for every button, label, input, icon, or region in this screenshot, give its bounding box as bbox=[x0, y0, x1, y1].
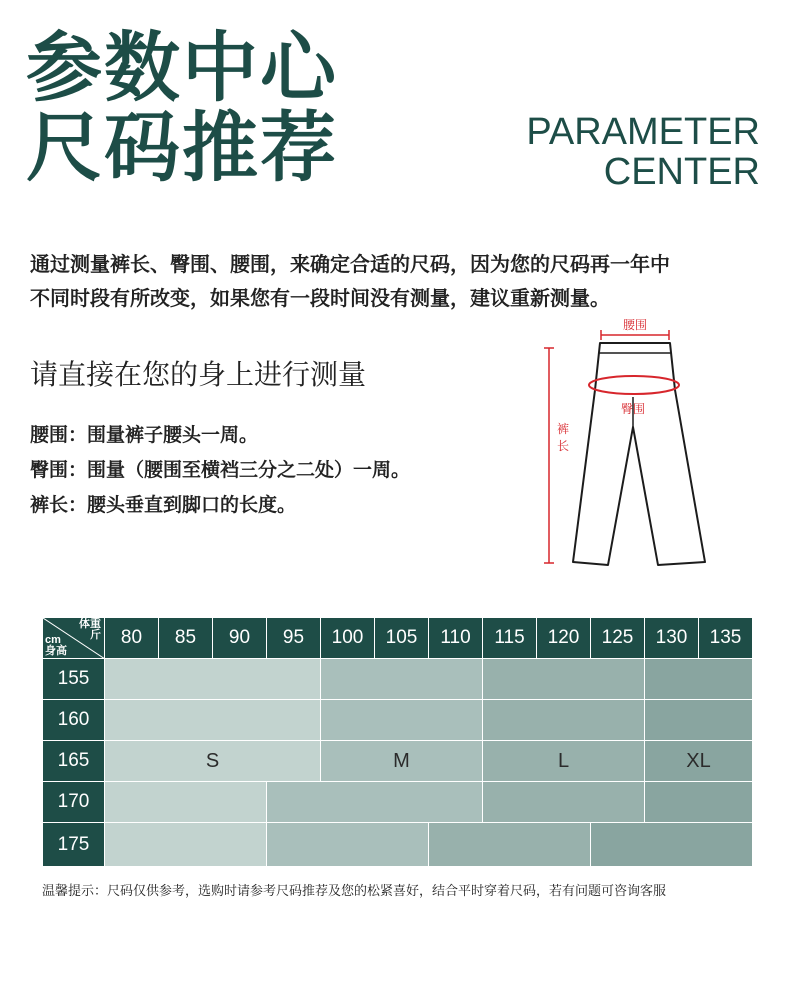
hip-label: 臀围 bbox=[620, 402, 646, 416]
size-zone-m bbox=[267, 782, 483, 823]
waist-label: 腰围 bbox=[622, 318, 648, 332]
table-corner bbox=[43, 618, 105, 659]
size-chart-table bbox=[42, 617, 753, 867]
size-zone-l bbox=[483, 659, 645, 700]
size-label-s: S bbox=[105, 741, 321, 782]
height-row-header: 170 bbox=[43, 782, 105, 823]
height-row-header: 165 bbox=[43, 741, 105, 782]
height-row-header: 160 bbox=[43, 700, 105, 741]
corner-weight-label: 体重 斤 bbox=[79, 618, 101, 641]
size-zone-s bbox=[105, 659, 321, 700]
length-definition: 裤长：腰头垂直到脚口的长度。 bbox=[30, 494, 297, 516]
size-zone-l bbox=[429, 823, 591, 867]
size-zone-s bbox=[105, 823, 267, 867]
corner-height-label: cm 身高 bbox=[45, 634, 67, 657]
size-zone-s bbox=[105, 782, 267, 823]
size-zone-m bbox=[267, 823, 429, 867]
weight-header: 100 bbox=[321, 618, 375, 659]
size-zone-m bbox=[321, 659, 483, 700]
size-zone-l bbox=[483, 700, 645, 741]
weight-header: 80 bbox=[105, 618, 159, 659]
intro-line-1: 通过测量裤长、臀围、腰围，来确定合适的尺码，因为您的尺码再一年中 bbox=[30, 252, 670, 276]
size-zone-l bbox=[483, 782, 645, 823]
length-label-1: 裤 bbox=[556, 422, 570, 436]
size-zone-xl bbox=[591, 823, 753, 867]
size-zone-m bbox=[321, 700, 483, 741]
size-label-xl: XL bbox=[645, 741, 753, 782]
height-row-header: 155 bbox=[43, 659, 105, 700]
title-line-2: 尺码推荐 bbox=[26, 103, 338, 192]
weight-header: 90 bbox=[213, 618, 267, 659]
weight-header: 115 bbox=[483, 618, 537, 659]
measure-heading: 请直接在您的身上进行测量 bbox=[30, 358, 367, 391]
height-row-header: 175 bbox=[43, 823, 105, 867]
weight-header: 105 bbox=[375, 618, 429, 659]
intro-line-2: 不同时段有所改变，如果您有一段时间没有测量，建议重新测量。 bbox=[30, 286, 610, 310]
weight-header: 120 bbox=[537, 618, 591, 659]
weight-header: 130 bbox=[645, 618, 699, 659]
weight-header: 125 bbox=[591, 618, 645, 659]
english-title bbox=[526, 112, 760, 192]
weight-header: 135 bbox=[699, 618, 753, 659]
intro-paragraph bbox=[30, 247, 770, 315]
size-label-l: L bbox=[483, 741, 645, 782]
english-title-line-2: CENTER bbox=[603, 151, 760, 193]
measure-definitions bbox=[30, 418, 410, 523]
pants-diagram bbox=[535, 315, 725, 575]
size-zone-xl bbox=[645, 700, 753, 741]
length-label-2: 长 bbox=[556, 439, 570, 453]
size-zone-xl bbox=[645, 782, 753, 823]
size-zone-xl bbox=[645, 659, 753, 700]
tip-note: 温馨提示：尺码仅供参考，选购时请参考尺码推荐及您的松紧喜好，结合平时穿着尺码，若有问题可咨询客服 bbox=[42, 884, 667, 899]
size-zone-s bbox=[105, 700, 321, 741]
page-title bbox=[26, 23, 338, 192]
weight-header: 110 bbox=[429, 618, 483, 659]
english-title-line-1: PARAMETER bbox=[526, 111, 760, 153]
size-label-m: M bbox=[321, 741, 483, 782]
hip-definition: 臀围：围量（腰围至横裆三分之二处）一周。 bbox=[30, 459, 411, 481]
weight-header: 85 bbox=[159, 618, 213, 659]
title-line-1: 参数中心 bbox=[26, 23, 338, 112]
weight-header: 95 bbox=[267, 618, 321, 659]
waist-definition: 腰围：围量裤子腰头一周。 bbox=[30, 424, 259, 446]
